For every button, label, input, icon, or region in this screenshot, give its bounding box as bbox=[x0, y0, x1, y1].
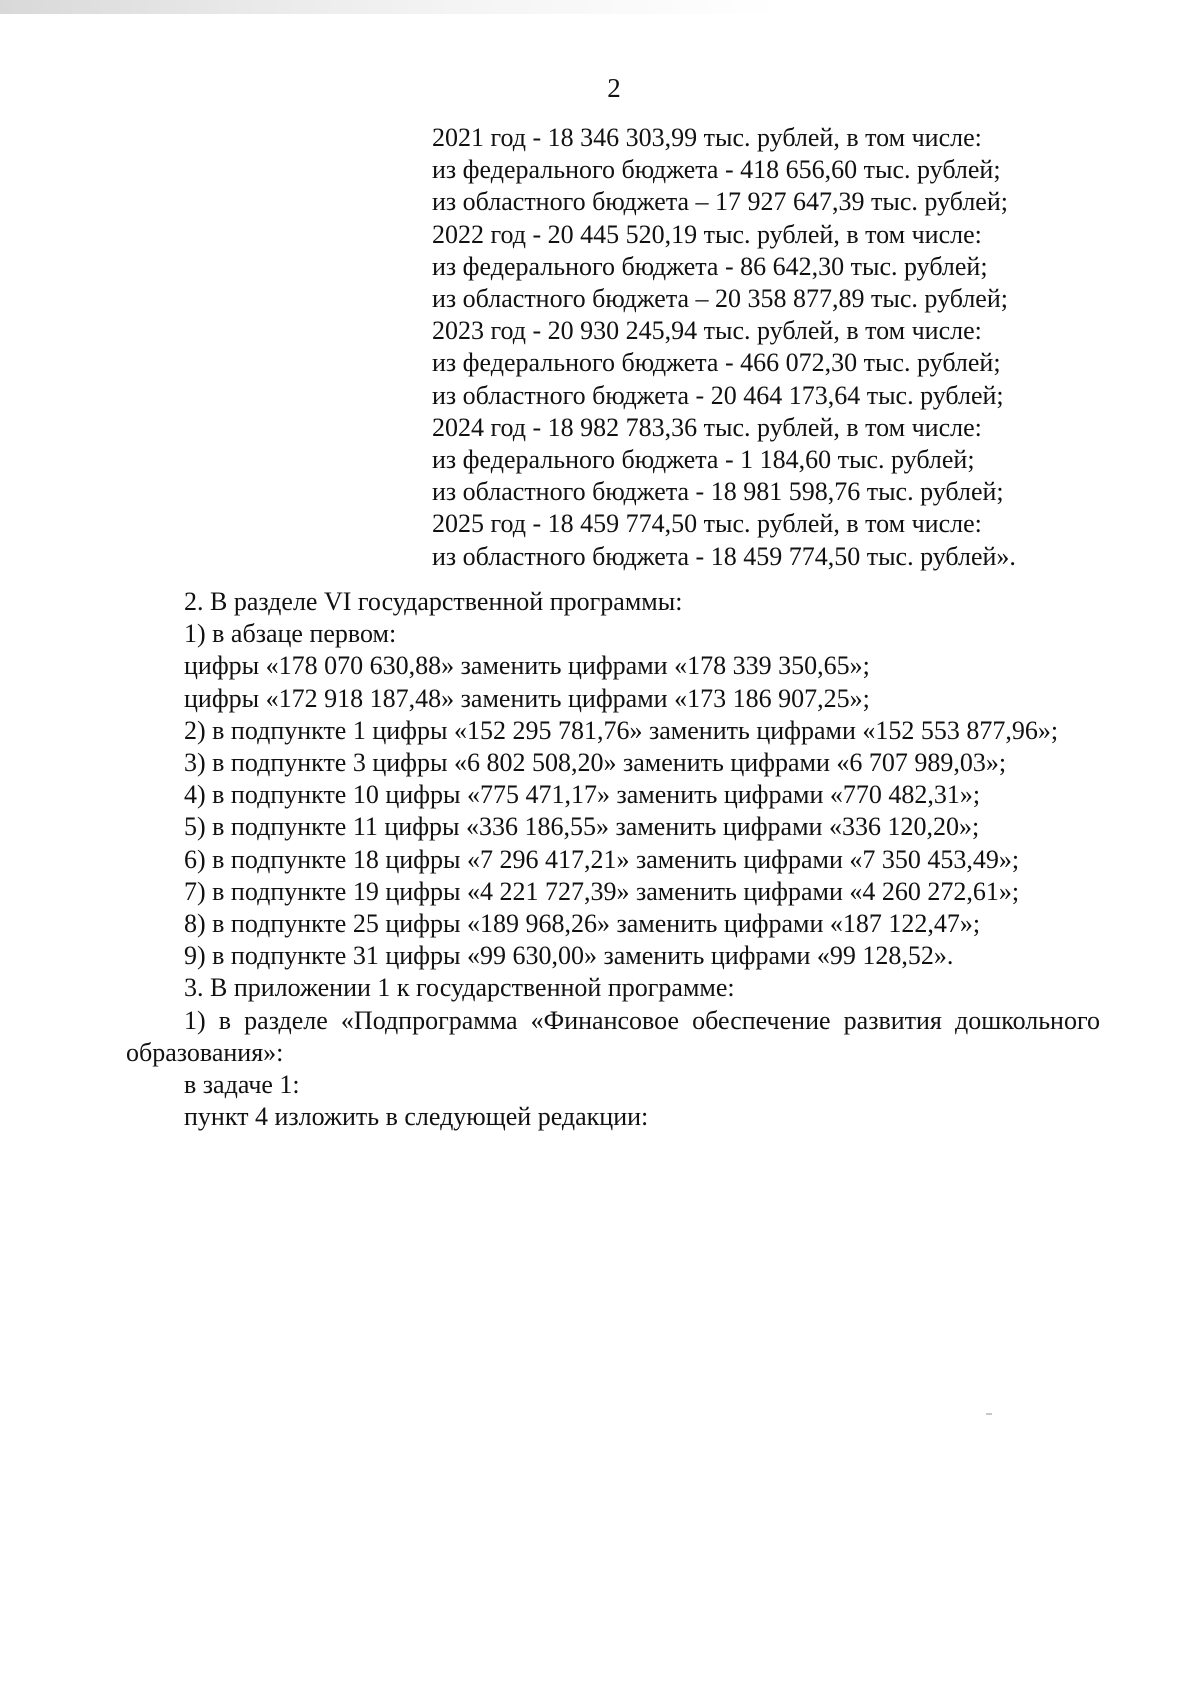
appendix-subprogram-item: 1) в разделе «Подпрограмма «Финансовое обеспечение развития дошкольного образования»: bbox=[126, 1005, 1100, 1067]
budget-line-2022-total: 2022 год - 20 445 520,19 тыс. рублей, в том числе: bbox=[432, 219, 982, 249]
section-3-heading: 3. В приложении 1 к государственной программе: bbox=[184, 973, 735, 1003]
section-2-heading: 2. В разделе VI государственной программы: bbox=[184, 587, 683, 616]
item-5-subpoint-11: 5) в подпункте 11 цифры «336 186,55» заменить цифрами «336 120,20»; bbox=[184, 812, 980, 842]
budget-line-2024-regional: из областного бюджета - 18 981 598,76 тыс. рублей; bbox=[432, 477, 1004, 507]
scan-speck bbox=[986, 1413, 992, 1415]
budget-line-2023-total: 2023 год - 20 930 245,94 тыс. рублей, в том числе: bbox=[432, 316, 982, 346]
budget-line-2025-regional: из областного бюджета - 18 459 774,50 тыс. рублей». bbox=[432, 541, 1016, 571]
amendments-body bbox=[126, 586, 1100, 1133]
item-8-subpoint-25: 8) в подпункте 25 цифры «189 968,26» заменить цифрами «187 122,47»; bbox=[184, 909, 981, 939]
budget-line-2025-total: 2025 год - 18 459 774,50 тыс. рублей, в том числе: bbox=[432, 509, 982, 539]
budget-line-2021-federal: из федерального бюджета - 418 656,60 тыс. рублей; bbox=[432, 155, 1001, 185]
budget-line-2023-regional: из областного бюджета - 20 464 173,64 тыс. рублей; bbox=[432, 380, 1004, 410]
point-4-instruction: пункт 4 изложить в следующей редакции: bbox=[184, 1102, 649, 1132]
budget-line-2023-federal: из федерального бюджета - 466 072,30 тыс. рублей; bbox=[432, 348, 1001, 378]
page-number: 2 bbox=[607, 73, 621, 103]
task-1-heading: в задаче 1: bbox=[184, 1070, 300, 1100]
item-3-subpoint-3: 3) в подпункте 3 цифры «6 802 508,20» заменить цифрами «6 707 989,03»; bbox=[184, 748, 1007, 778]
budget-line-2022-regional: из областного бюджета – 20 358 877,89 тыс. рублей; bbox=[432, 284, 1008, 314]
budget-line-2024-federal: из федерального бюджета - 1 184,60 тыс. рублей; bbox=[432, 445, 975, 475]
budget-line-2022-federal: из федерального бюджета - 86 642,30 тыс. рублей; bbox=[432, 251, 988, 281]
budget-line-2021-regional: из областного бюджета – 17 927 647,39 тыс. рублей; bbox=[432, 187, 1008, 217]
item-9-subpoint-31: 9) в подпункте 31 цифры «99 630,00» заменить цифрами «99 128,52». bbox=[184, 941, 954, 971]
item-4-subpoint-10: 4) в подпункте 10 цифры «775 471,17» заменить цифрами «770 482,31»; bbox=[184, 780, 981, 810]
replace-total-figures: цифры «178 070 630,88» заменить цифрами «178 339 350,65»; bbox=[184, 651, 870, 681]
scan-edge-artifact bbox=[0, 0, 780, 14]
budget-line-2021-total: 2021 год - 18 346 303,99 тыс. рублей, в том числе: bbox=[432, 123, 982, 152]
item-7-subpoint-19: 7) в подпункте 19 цифры «4 221 727,39» заменить цифрами «4 260 272,61»; bbox=[184, 876, 1020, 906]
item-6-subpoint-18: 6) в подпункте 18 цифры «7 296 417,21» заменить цифрами «7 350 453,49»; bbox=[184, 844, 1020, 874]
budget-line-2024-total: 2024 год - 18 982 783,36 тыс. рублей, в том числе: bbox=[432, 412, 982, 442]
item-2-subpoint-1: 2) в подпункте 1 цифры «152 295 781,76» заменить цифрами «152 553 877,96»; bbox=[184, 715, 1059, 745]
budget-breakdown-block bbox=[432, 122, 1016, 573]
replace-regional-figures: цифры «172 918 187,48» заменить цифрами «173 186 907,25»; bbox=[184, 683, 870, 713]
item-1-heading: 1) в абзаце первом: bbox=[184, 619, 397, 649]
